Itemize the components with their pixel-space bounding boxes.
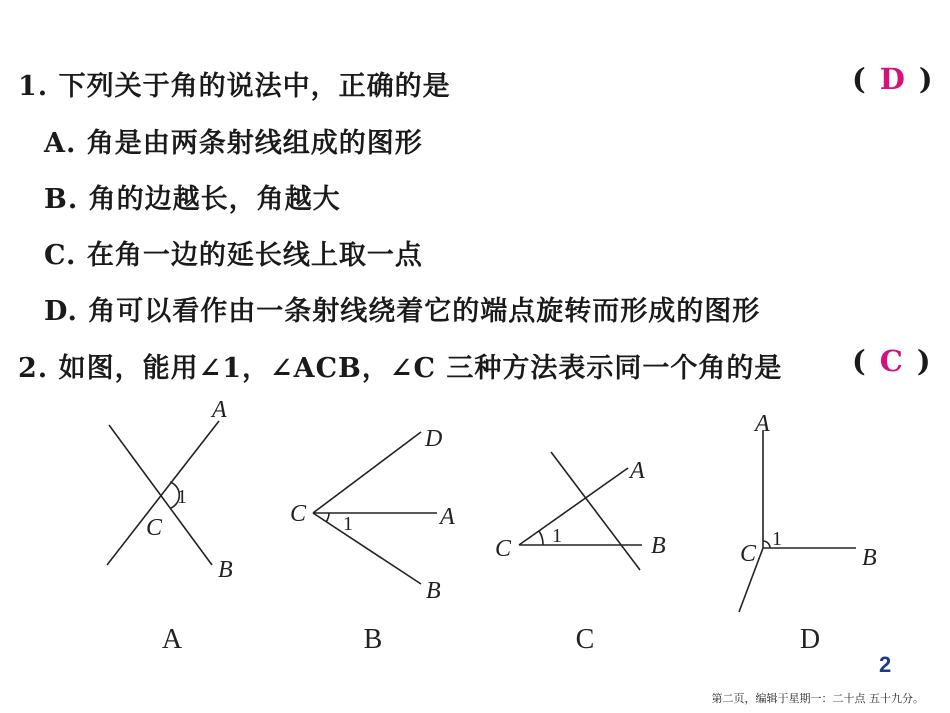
figure-caption-c: C [575, 624, 595, 655]
angle-label: 1 [552, 525, 562, 547]
figure-c [519, 452, 642, 570]
answer-letter: D [879, 62, 905, 96]
figure-b [313, 432, 437, 584]
angle-label: 1 [772, 528, 782, 550]
label-a: A [630, 458, 645, 484]
figure-caption-a: A [161, 624, 183, 655]
option-b: B. 角的边越长，角越大 [44, 184, 341, 215]
label-a: A [755, 411, 770, 437]
question-2-stem: 2. 如图，能用∠1，∠ACB，∠C 三种方法表示同一个角的是 [18, 353, 783, 384]
answer-letter: C [879, 344, 903, 378]
figure-d [739, 430, 856, 612]
label-c: C [740, 541, 757, 567]
label-c: C [290, 501, 307, 527]
figure-caption-b: B [363, 624, 383, 655]
question-2-answer: ( C ) [852, 344, 931, 378]
label-b: B [218, 557, 233, 583]
label-d: D [425, 426, 443, 452]
angle-label: 1 [343, 513, 353, 535]
footer-text: 第二页，编辑于星期一：二十点 五十九分。 [711, 692, 924, 705]
label-b: B [651, 533, 666, 559]
figure-caption-d: D [799, 624, 821, 655]
label-c: C [495, 536, 512, 562]
label-c: C [146, 515, 163, 541]
page-number: 2 [879, 652, 892, 677]
figures [0, 395, 950, 665]
angle-label: 1 [177, 486, 187, 508]
option-d: D. 角可以看作由一条射线绕着它的端点旋转而形成的图形 [44, 296, 761, 327]
label-a: A [440, 504, 455, 530]
label-b: B [426, 578, 441, 604]
question-1-stem: 1. 下列关于角的说法中，正确的是 [18, 71, 451, 102]
option-a: A. 角是由两条射线组成的图形 [44, 128, 423, 159]
label-b: B [862, 545, 877, 571]
figure-a [107, 421, 219, 565]
label-a: A [212, 397, 227, 423]
option-c: C. 在角一边的延长线上取一点 [44, 240, 423, 271]
question-1-answer: ( D ) [852, 62, 933, 96]
